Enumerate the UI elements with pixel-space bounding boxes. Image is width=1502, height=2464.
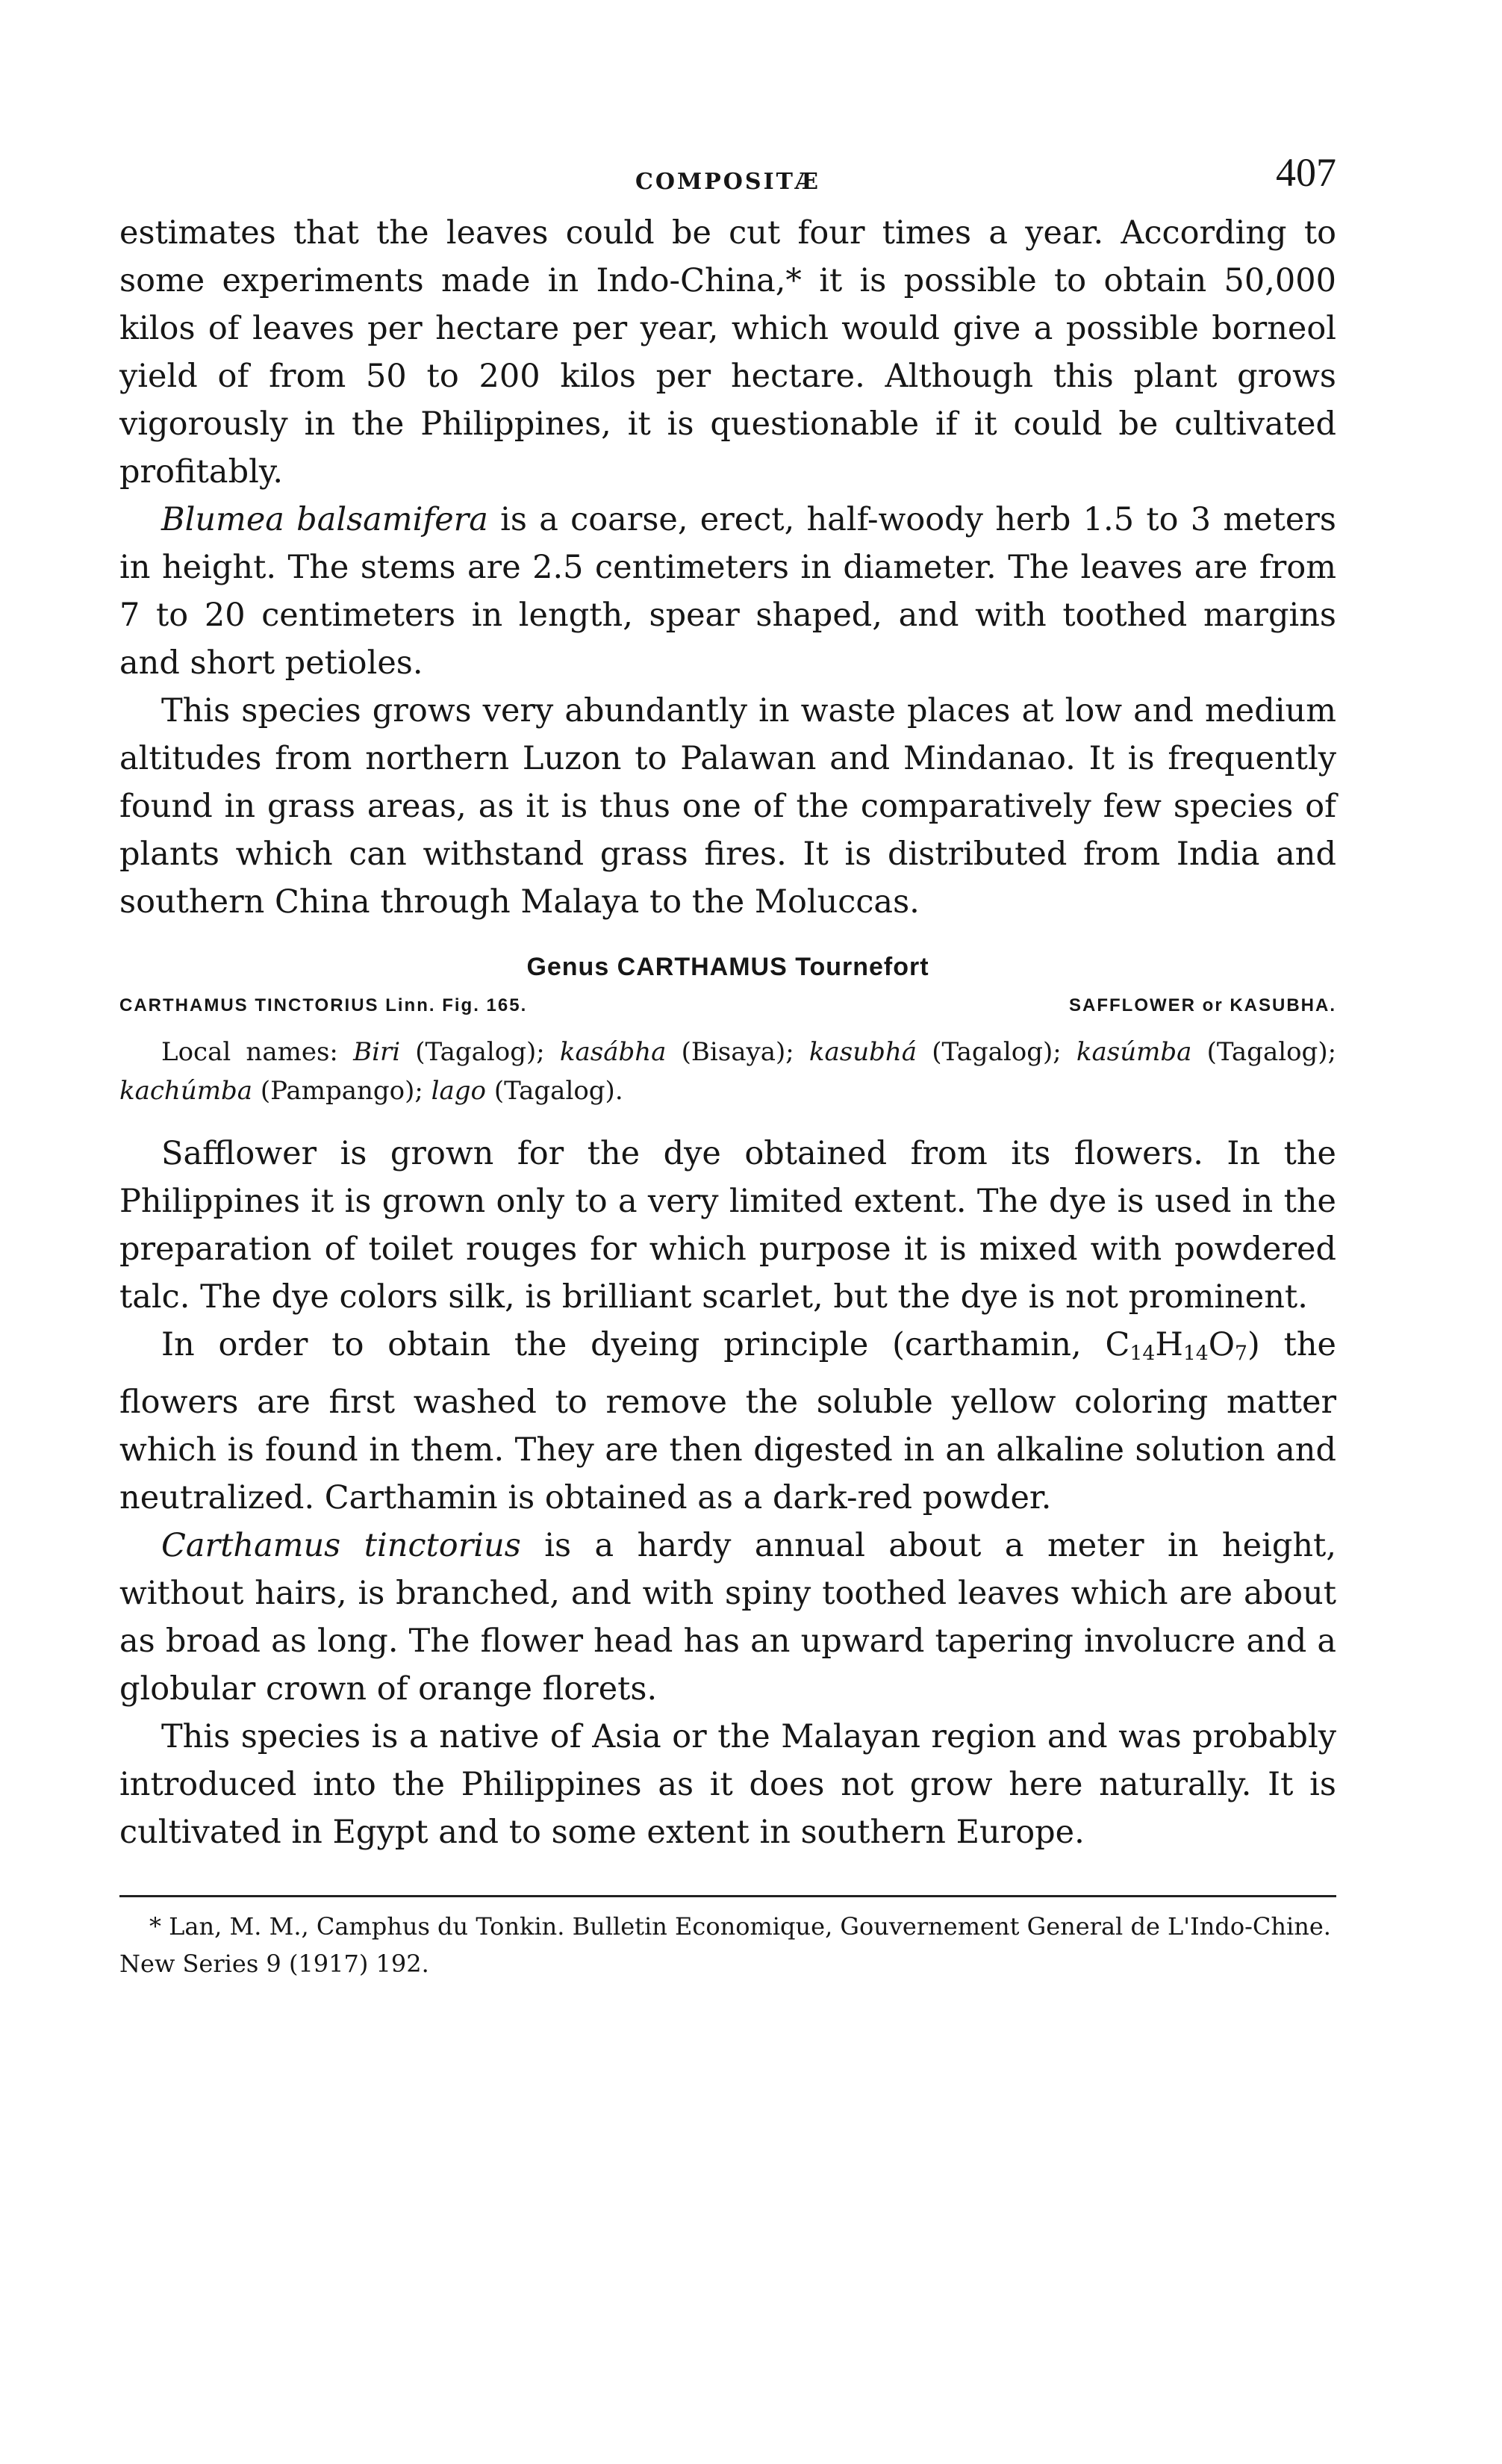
footnote: * Lan, M. M., Camphus du Tonkin. Bulletin Economique, Gouvernement General de L'Indo-Chine. New Series 9 (1917) 192. [119, 1911, 1331, 1978]
paragraph-distribution: This species grows very abundantly in waste places at low and medium altitudes from northern Luzon to Palawan and Mindanao. It is frequently found in grass areas, as it is thus one of the comparatively few species of plants which can withstand grass fires. It is distributed from India and southern China through Malaya to the Moluccas. [119, 692, 1336, 921]
local-name: kachúmba [119, 1076, 252, 1106]
paragraph-blumea-text: is a coarse, erect, half-woody herb 1.5 to 3 meters in height. The stems are 2.5 centimeters in diameter. The leaves are from 7 to 20 centimeters in length, spear shaped, and with toothed margins and short petioles. [119, 501, 1336, 682]
local-name-language: (Pampango); [260, 1076, 423, 1106]
local-name: Biri [353, 1037, 401, 1067]
local-name: kasábha [559, 1037, 667, 1067]
local-name: kasúmba [1076, 1037, 1192, 1067]
text-span: In order to obtain the dyeing principle (carthamin, C [161, 1326, 1130, 1363]
text-span: H [1155, 1326, 1183, 1363]
local-name-language: (Tagalog); [1206, 1037, 1337, 1067]
species-name-carthamus: Carthamus tinctorius [161, 1526, 521, 1564]
page-header [119, 149, 1336, 209]
paragraph-carthamin [119, 1321, 1336, 1522]
footnote-divider [119, 1895, 1336, 1897]
local-name-language: (Tagalog). [493, 1076, 623, 1106]
body-text [119, 209, 1336, 926]
subscript: 14 [1129, 1342, 1156, 1366]
body-text-safflower [119, 1130, 1336, 1856]
subscript: 14 [1182, 1342, 1209, 1366]
paragraph-description [119, 1522, 1336, 1713]
running-head: COMPOSITÆ [635, 169, 820, 195]
local-names [119, 1033, 1336, 1110]
text-span: O [1208, 1326, 1235, 1363]
genus-heading: Genus CARTHAMUS Tournefort [526, 953, 929, 981]
species-name-blumea: Blumea balsamifera [161, 501, 488, 538]
local-names-label: Local names: [161, 1037, 338, 1067]
page [119, 149, 1336, 1982]
text-span: is a hardy annual about a meter in height, without hairs, is branched, and with spiny toothed leaves which are about as broad as long. The flower head has an upward tapering involucre and a globular crown of orange florets. [119, 1526, 1336, 1708]
text-span: ) the flowers are first washed to remove the soluble yellow coloring matter which is found in them. They are then digested in an alkaline solution and neutralized. Carthamin is obtained as a dark-red powder. [119, 1326, 1336, 1516]
local-name-language: (Tagalog); [415, 1037, 545, 1067]
local-name-language: (Tagalog); [932, 1037, 1062, 1067]
local-name: lago [431, 1076, 487, 1106]
species-scientific-name: CARTHAMUS TINCTORIUS Linn. Fig. 165. [119, 995, 528, 1015]
species-common-name: SAFFLOWER or KASUBHA. [1069, 995, 1336, 1015]
subscript: 7 [1235, 1342, 1247, 1366]
local-name: kasubhá [808, 1037, 917, 1067]
paragraph-origin: This species is a native of Asia or the Malayan region and was probably introduced into the Philippines as it does not grow here naturally. It is cultivated in Egypt and to some extent in southern Europe. [119, 1717, 1336, 1851]
local-name-language: (Bisaya); [681, 1037, 794, 1067]
paragraph-blumea [119, 496, 1336, 687]
paragraph-borneol: estimates that the leaves could be cut four times a year. According to some experiments made in Indo-China,* it is possible to obtain 50,000 kilos of leaves per hectare per year, which would give a possible borneol yield of from 50 to 200 kilos per hectare. Although this plant grows vigorously in the Philippines, it is questionable if it could be cultivated profitably. [119, 214, 1336, 491]
paragraph-safflower-use: Safflower is grown for the dye obtained from its flowers. In the Philippines it is grown only to a very limited extent. The dye is used in the preparation of toilet rouges for which purpose it is mixed with powdered talc. The dye colors silk, is brilliant scarlet, but the dye is not prominent. [119, 1135, 1336, 1316]
page-number: 407 [1276, 150, 1336, 195]
species-heading [119, 995, 1336, 1016]
